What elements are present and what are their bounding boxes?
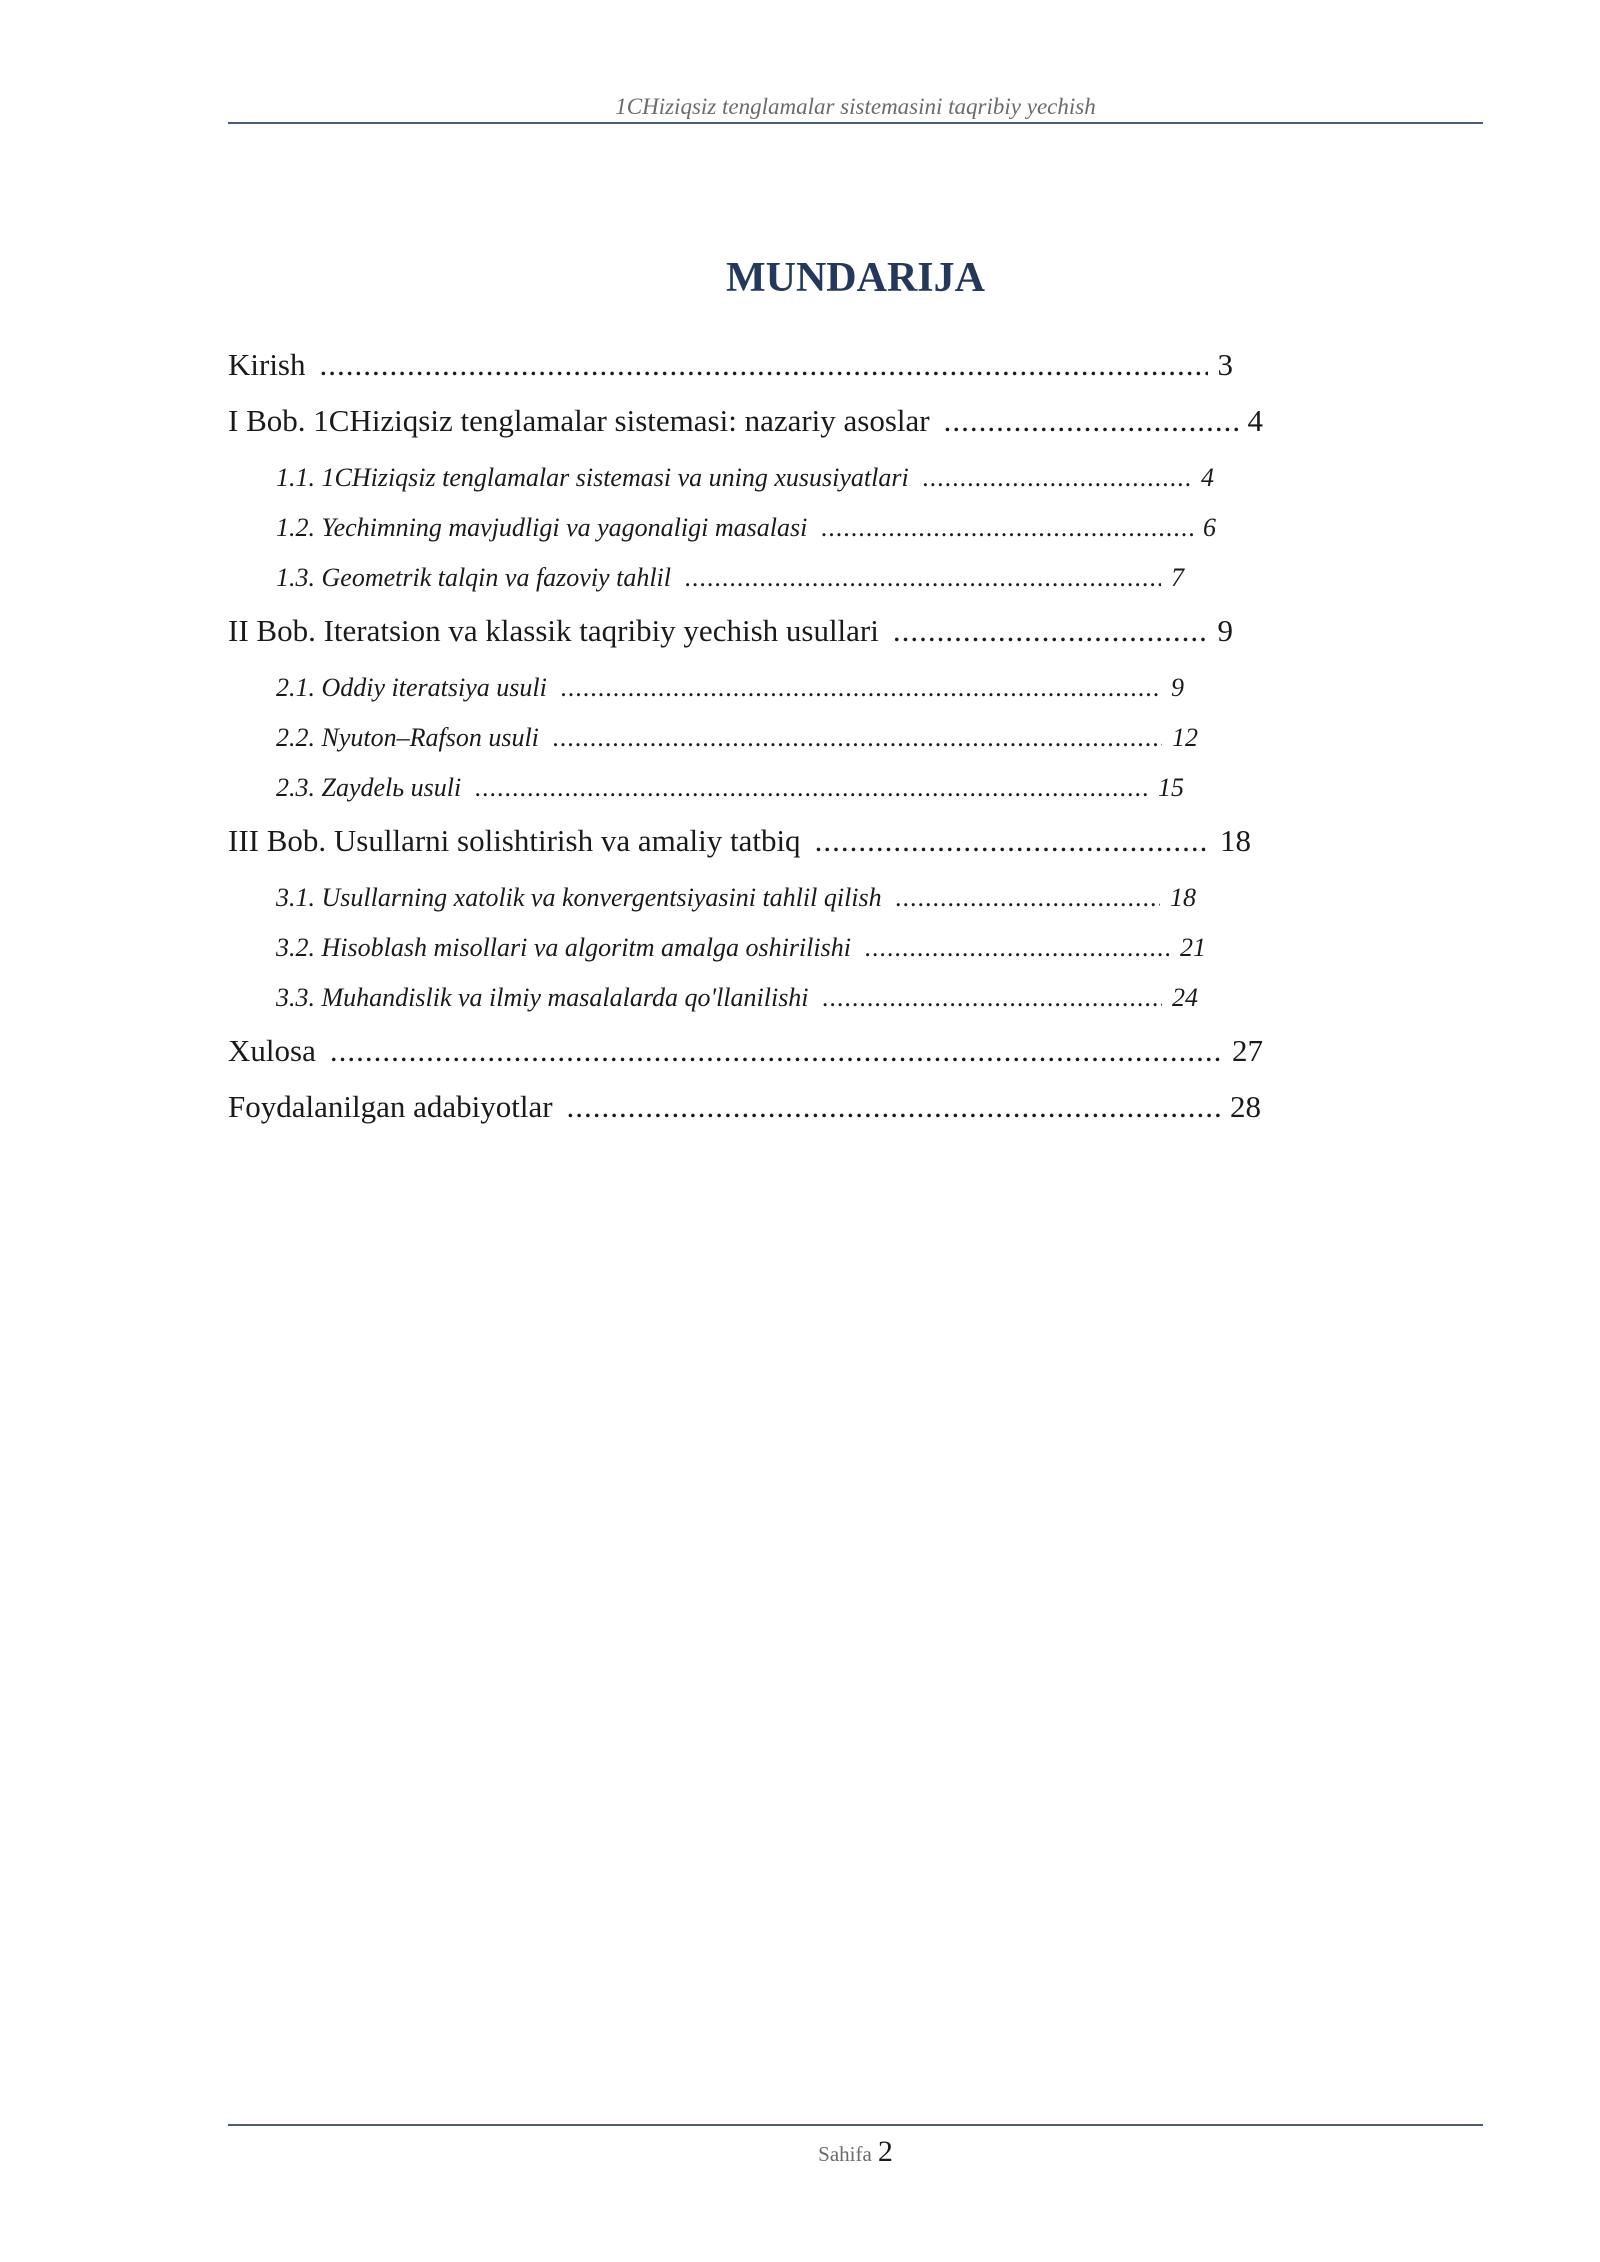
header-divider [228,122,1483,124]
toc-entry-label: 1.1. 1CHiziqsiz tenglamalar sistemasi va uning xususiyatlari [276,463,909,492]
toc-entry-section-3-1[interactable] [276,880,1196,916]
toc-entry-section-2-2[interactable] [276,720,1198,756]
toc-entry-section-2-1[interactable] [276,670,1184,706]
toc-dot-leader [330,1030,1222,1072]
toc-entry-page: 21 [1180,933,1206,962]
toc-entry-page: 24 [1172,983,1198,1012]
toc-dot-leader [823,980,1162,1016]
page-footer [228,2134,1483,2175]
toc-entry-label: II Bob. Iteratsion va klassik taqribiy yechish usullari [228,613,879,648]
toc-dot-leader [553,720,1162,756]
toc-entry-xulosa[interactable] [228,1030,1263,1072]
toc-entry-section-2-3[interactable] [276,770,1184,806]
running-header: 1CHiziqsiz tenglamalar sistemasini taqribiy yechish [615,94,1096,119]
toc-entry-section-3-2[interactable] [276,930,1206,966]
toc-entry-label: 3.2. Hisoblash misollari va algoritm amalga oshirilishi [276,933,851,962]
footer-divider [228,2124,1483,2126]
toc-entry-page: 4 [1201,463,1214,492]
toc-entry-label: 3.1. Usullarning xatolik va konvergentsiyasini tahlil qilish [276,883,882,912]
toc-entry-label: I Bob. 1CHiziqsiz tenglamalar sistemasi: nazariy asoslar [228,403,930,438]
toc-dot-leader [944,400,1238,442]
toc-dot-leader [893,610,1208,652]
toc-entry-page: 28 [1230,1089,1261,1124]
toc-entry-label: 2.1. Oddiy iteratsiya usuli [276,673,547,702]
toc-entry-page: 7 [1171,563,1184,592]
toc-entry-page: 6 [1203,513,1216,542]
toc-dot-leader [685,560,1161,596]
toc-dot-leader [923,460,1191,496]
toc-entry-page: 3 [1217,347,1233,382]
toc-entry-chapter-2[interactable] [228,610,1233,652]
toc-entry-chapter-3[interactable] [228,820,1251,862]
toc-entry-kirish[interactable] [228,344,1233,386]
toc-entry-label: 3.3. Muhandislik va ilmiy masalalarda qo'llanilishi [276,983,809,1012]
toc-dot-leader [865,930,1170,966]
toc-dot-leader [821,510,1193,546]
toc-entry-label: 1.3. Geometrik talqin va fazoviy tahlil [276,563,671,592]
toc-entry-label: Foydalanilgan adabiyotlar [228,1089,553,1124]
toc-entry-page: 27 [1232,1033,1263,1068]
footer-page-number: 2 [877,2135,893,2168]
toc-entry-section-1-2[interactable] [276,510,1216,546]
toc-dot-leader [320,344,1208,386]
toc-entry-section-3-3[interactable] [276,980,1198,1016]
footer-page-label: Sahifa [818,2142,872,2166]
toc-dot-leader [815,820,1210,862]
toc-dot-leader [896,880,1160,916]
toc-dot-leader [475,770,1148,806]
toc-entry-label: Xulosa [228,1033,316,1068]
toc-entry-label: 2.3. Zaydelь usuli [276,773,462,802]
toc-entry-page: 18 [1220,823,1251,858]
toc-entry-label: III Bob. Usullarni solishtirish va amaliy tatbiq [228,823,801,858]
toc-entry-page: 18 [1170,883,1196,912]
toc-entry-chapter-1[interactable] [228,400,1263,442]
toc-entry-section-1-3[interactable] [276,560,1184,596]
toc-entry-page: 15 [1158,773,1184,802]
toc-entry-section-1-1[interactable] [276,460,1214,496]
toc-entry-page: 4 [1247,403,1263,438]
toc-entry-page: 9 [1217,613,1233,648]
toc-entry-label: Kirish [228,347,306,382]
toc-entry-label: 2.2. Nyuton–Rafson usuli [276,723,539,752]
toc-dot-leader [561,670,1161,706]
toc-entry-page: 12 [1172,723,1198,752]
toc-entry-bibliography[interactable] [228,1086,1261,1128]
toc-entry-page: 9 [1171,673,1184,702]
toc-title: MUNDARIJA [726,255,985,301]
toc-dot-leader [567,1086,1220,1128]
toc-entry-label: 1.2. Yechimning mavjudligi va yagonaligi masalasi [276,513,808,542]
